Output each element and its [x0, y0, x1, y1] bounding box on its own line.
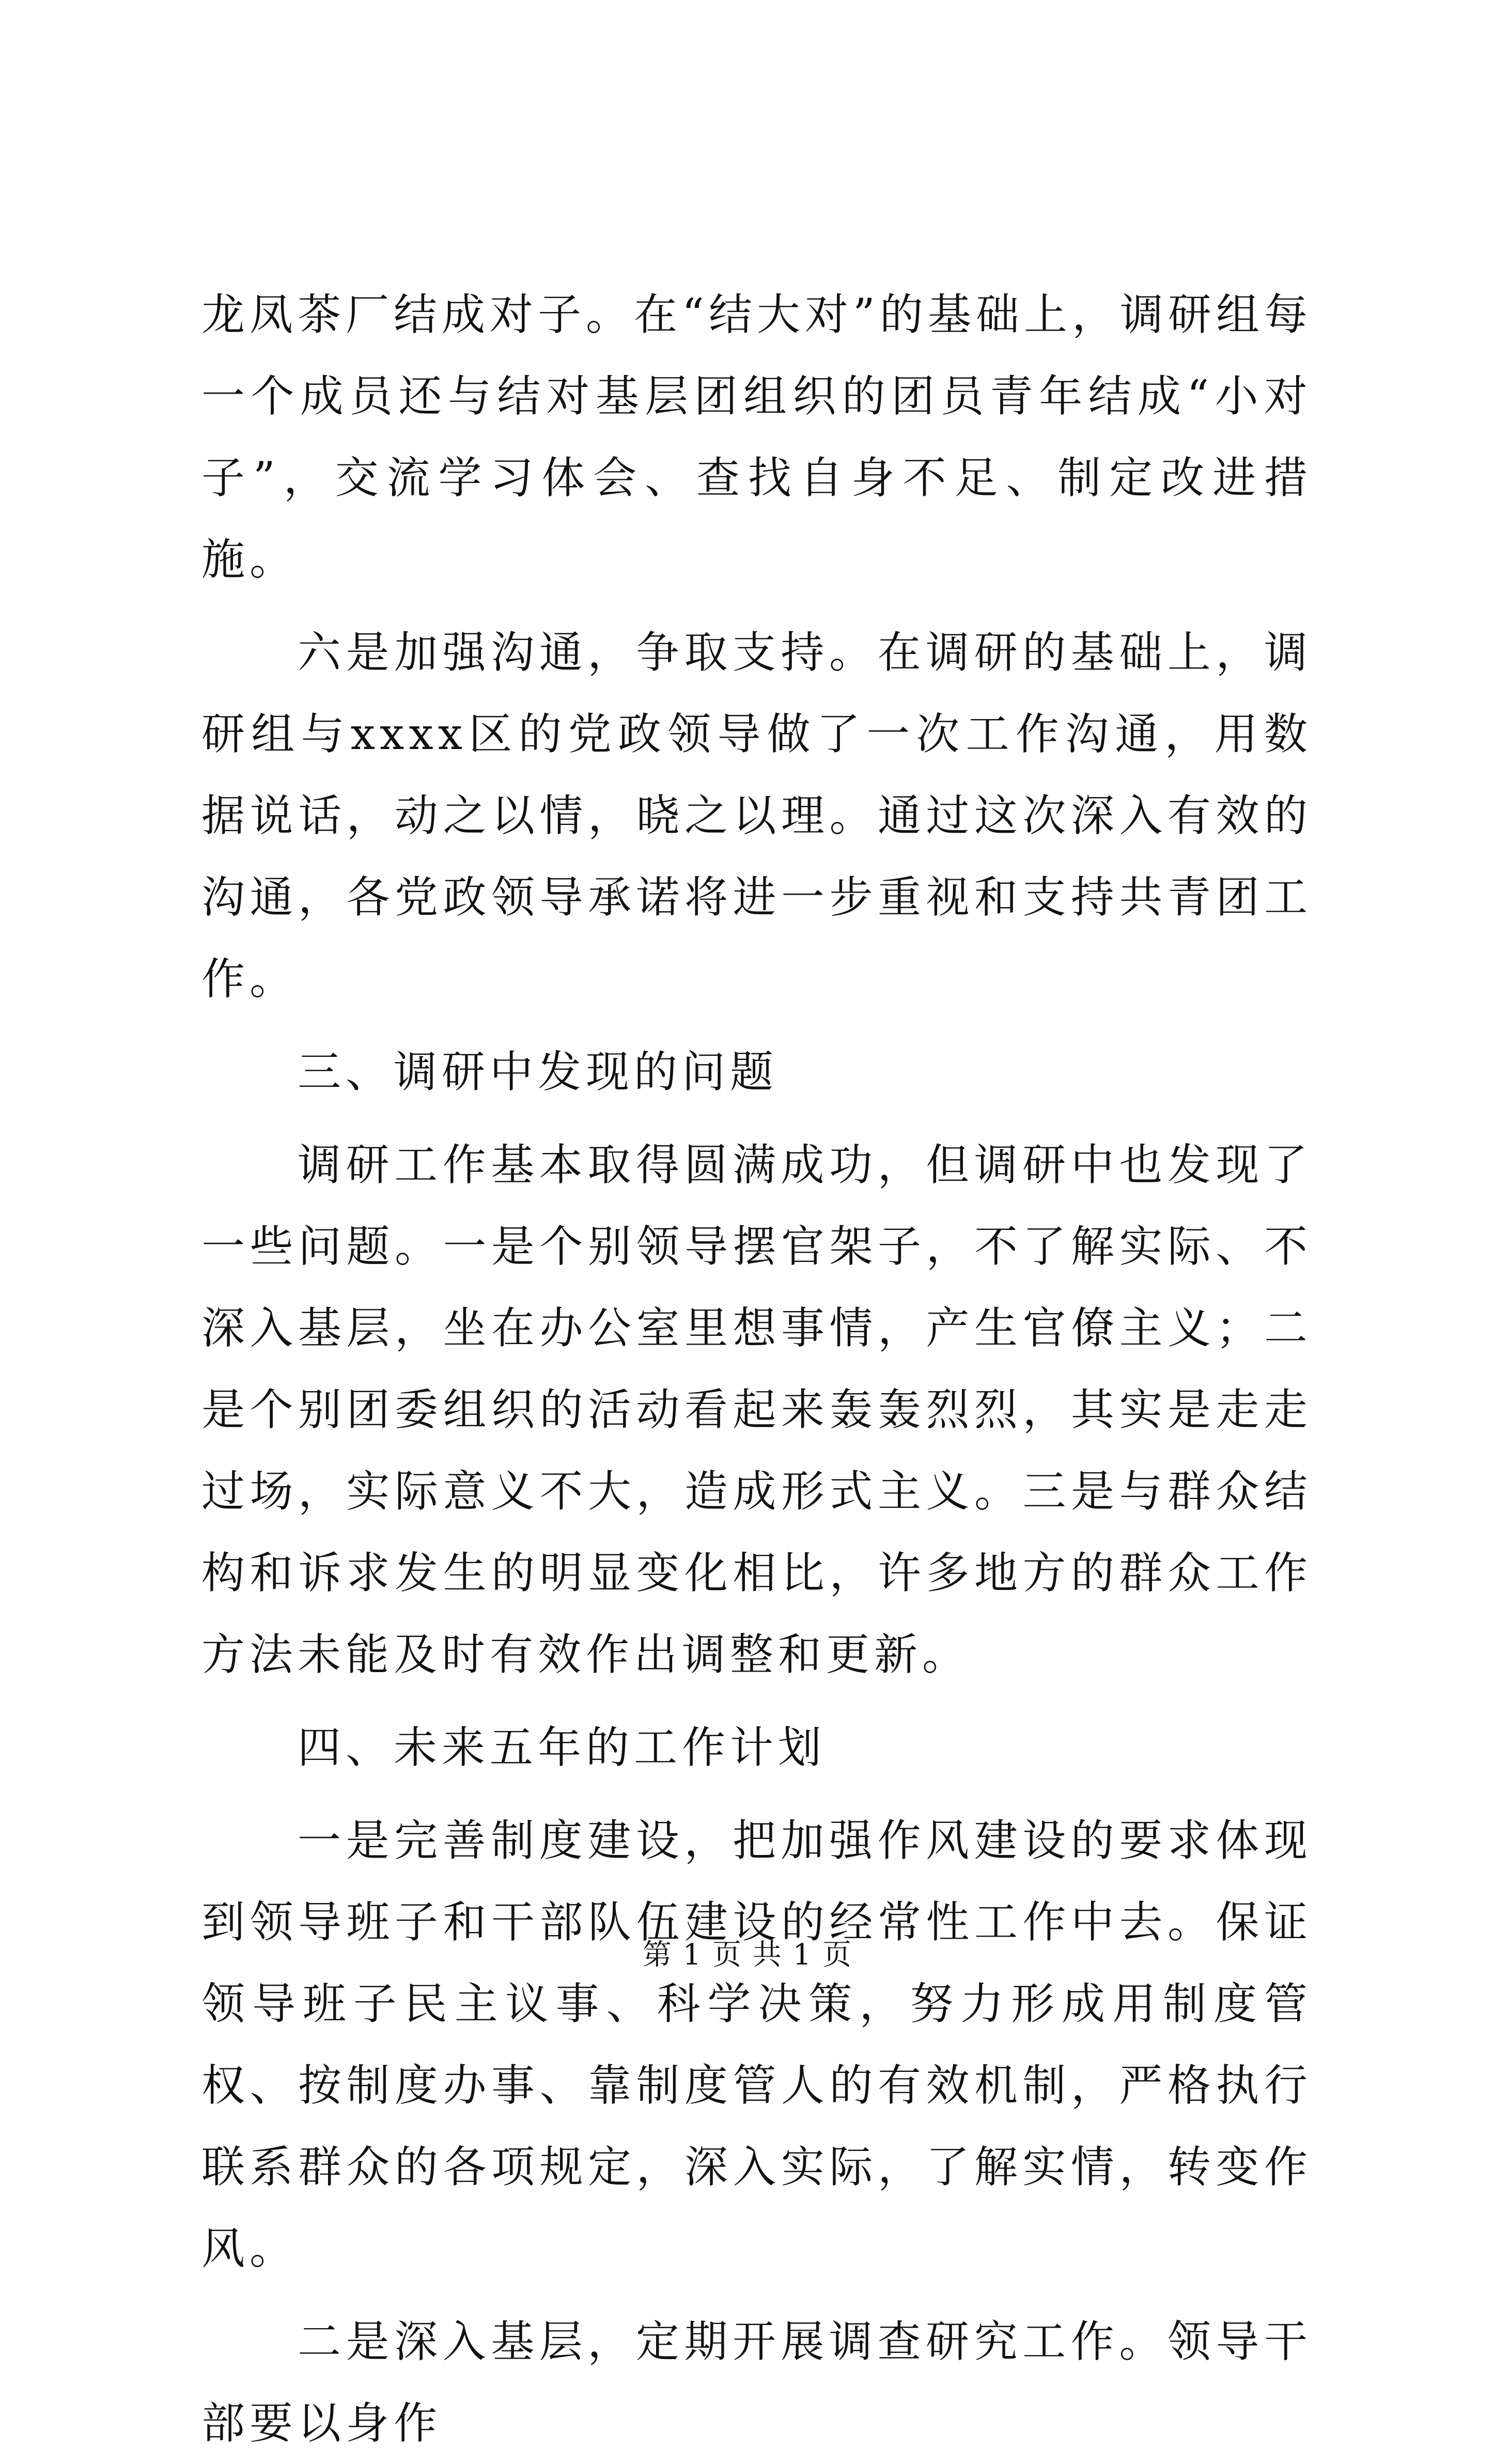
document-body — [201, 274, 1312, 2464]
paragraph-plan-system: 一是完善制度建设，把加强作风建设的要求体现到领导班子和干部队伍建设的经常性工作中去。保证领导班子民主议事、科学决策，努力形成用制度管权、按制度办事、靠制度管人的有效机制，严格执行联系群众的各项规定，深入实际，了解实情，转变作风。 — [201, 1815, 1312, 2274]
paragraph-pairing-continued: 龙凤茶厂结成对子。在“结大对”的基础上，调研组每一个成员还与结对基层团组织的团员青年结成“小对子”，交流学习体会、查找自身不足、制定改进措施。 — [201, 289, 1312, 585]
paragraph-communication: 六是加强沟通，争取支持。在调研的基础上，调研组与xxxx区的党政领导做了一次工作沟通，用数据说话，动之以情，晓之以理。通过这次深入有效的沟通，各党政领导承诺将进一步重视和支持共青团工作。 — [201, 627, 1312, 1004]
paragraph-plan-grassroots: 二是深入基层，定期开展调查研究工作。领导干部要以身作 — [201, 2316, 1312, 2449]
page-footer: 第 1 页 共 1 页 — [642, 1938, 853, 1972]
section-heading-plan: 四、未来五年的工作计划 — [298, 1722, 827, 1773]
section-heading-problems: 三、调研中发现的问题 — [298, 1047, 778, 1097]
paragraph-problems: 调研工作基本取得圆满成功，但调研中也发现了一些问题。一是个别领导摆官架子，不了解实际、不深入基层，坐在办公室里想事情，产生官僚主义；二是个别团委组织的活动看起来轰轰烈烈，其实是走走过场，实际意义不大，造成形式主义。三是与群众结构和诉求发生的明显变化相比，许多地方的群众工作方法未能及时有效作出调整和更新。 — [201, 1140, 1312, 1680]
